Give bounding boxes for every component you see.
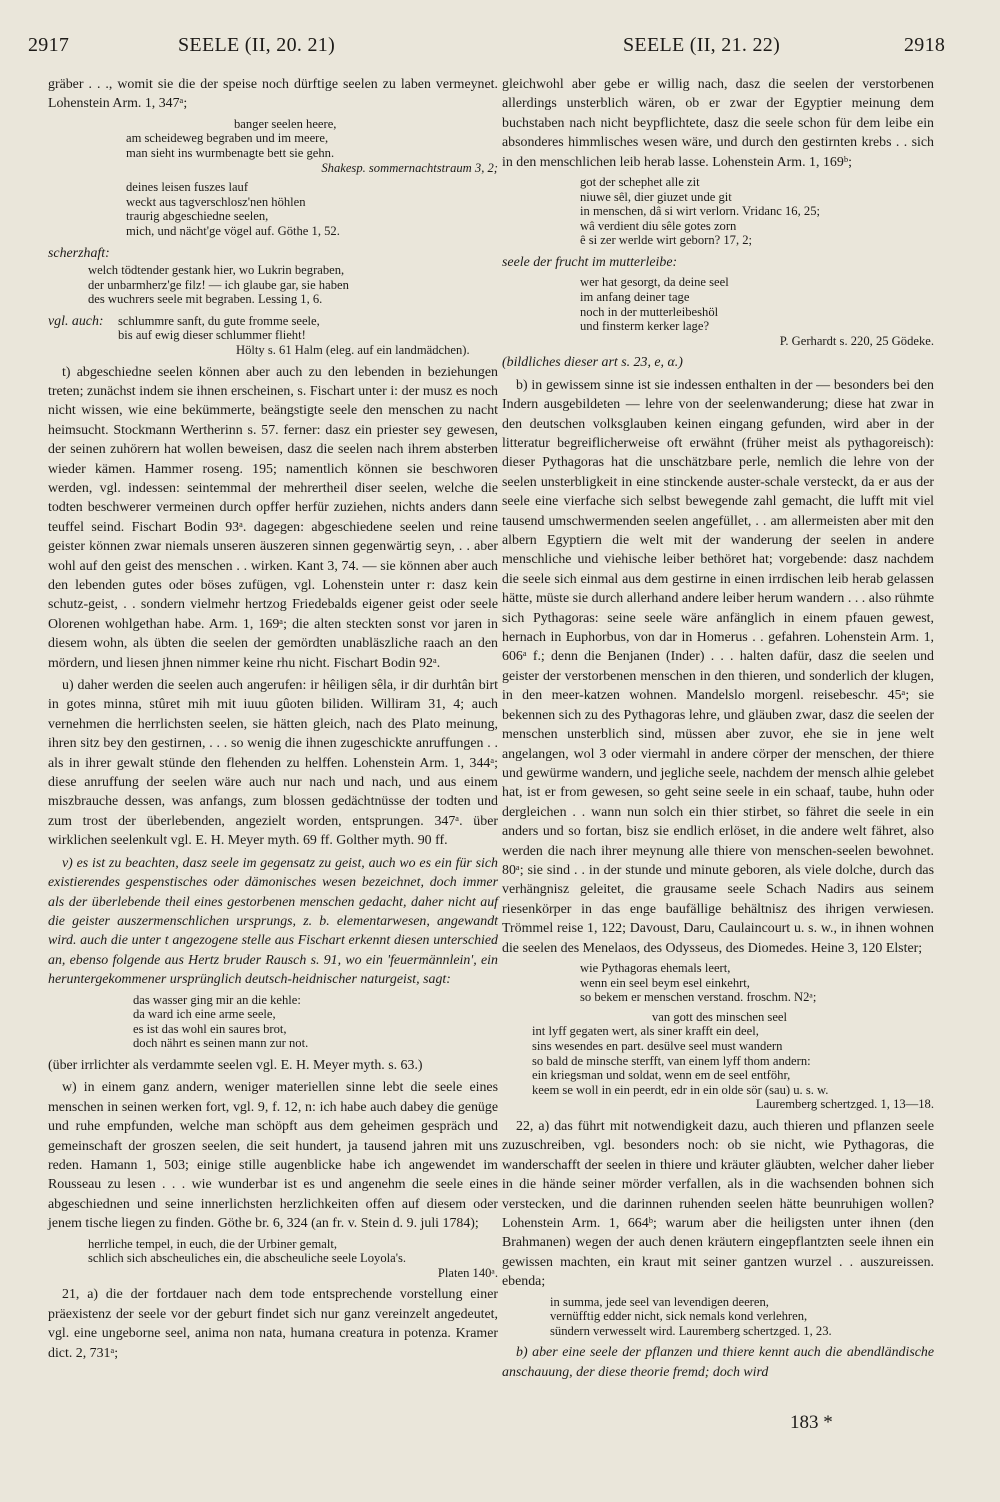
verse-line: sins wesendes en part. desülve seel must wandern bbox=[532, 1038, 783, 1053]
verse-line: und finsterm kerker lage? bbox=[580, 319, 710, 334]
verse-line: wâ verdient diu sêle gotes zorn bbox=[580, 218, 737, 233]
page-header bbox=[28, 34, 972, 70]
verse-block bbox=[580, 275, 934, 348]
paragraph: seele der frucht im mutterleibe: bbox=[502, 255, 678, 270]
paragraph-u: u) daher werden die seelen auch angerufen: ir hêiligen sêla, ir dir durhtân birt in gotes minna, stûret mih mit iuuu gûoten biliden. Williram 31, 4; auch vernehmen die herrlichsten seelen, sie hätten gleich, nach des Plato meinung, ihren sitz bey den gestirnen, . . . so wenig die ihnen zugeschickte anruffungen . . als in ihrer gewalt stünde den flehenden zu helffen. Lohenstein Arm. 1, 344ᵃ; diese anruffung der seelen wäre auch nur nach und nach, und aus einem miszbrauche dessen, was anfangs, zum blossen gedächtnüsse der todten und zum trost der überlebenden, angezielt worden, entsprungen. 347ᵃ. über wirklichen seelenkult vgl. E. H. Meyer myth. 69 ff. Golther myth. 90 ff. bbox=[48, 678, 498, 849]
verse-line: keem se woll in ein peerdt, edr in ein olde sör (sau) u. s. w. bbox=[532, 1082, 829, 1097]
verse-block bbox=[133, 993, 498, 1051]
verse-line: van gott des minschen seel bbox=[652, 1009, 788, 1024]
verse-block bbox=[118, 314, 470, 358]
verse-line: das wasser ging mir an die kehle: bbox=[133, 992, 301, 1007]
verse-line: sündern verwesselt wird. Lauremberg schertzged. 1, 23. bbox=[550, 1323, 832, 1338]
verse-line: noch in der mutterleibeshöl bbox=[580, 304, 719, 319]
verse-line: es ist das wohl ein saures brot, bbox=[133, 1021, 287, 1036]
left-column bbox=[48, 75, 498, 1366]
right-page-number: 2918 bbox=[904, 34, 946, 56]
verse-block bbox=[580, 175, 934, 248]
verse-source: P. Gerhardt s. 220, 25 Gödeke. bbox=[779, 333, 934, 348]
paragraph-t: t) abgeschiedne seelen können aber auch zu den lebenden in beziehungen treten; zunächst indem sie ihnen erscheinen, s. Fischart unter i: der musz es noch nicht wissen, wie eine bekümmerte, beängstigte seele den menschen zu nacht heimsucht. Stockmann Wertherinn s. 57. ferner: dasz ein priester sey gewesen, der seinen zuhörern hat wollen beweisen, dasz die seelen nach ihrem absterben wieder kämen. Hammer roseng. 195; namentlich können sie beschworen werden, vgl. indessen: seintemmal der mehrertheil diser seelen, welche die todten beschwerer vermeinen durch opffer herfür zuziehen, nichts anders dann teuffel seind. Fischart Bodin 93ᵃ. dagegen: abgeschiedene seelen und reine geister können zwar niemals unseren äuszeren sinnen gegenwärtig seyn, . . aber wohl auf den geist des menschen . . wirken. Kant 3, 74. — sie können aber auch den lebenden gutes oder böses zufügen, vgl. Lohenstein unter r: dasz kein schutz-geist, . . sondern vielmehr hertzog Friedebalds eigener geist oder seele Olorenen wohlgethan habe. Arm. 1, 169ᵃ; die alten steckten sonst vor jaren in diesem wohn, als übten die seelen der gemördten unabläszliche raach an den mördern, und liesen jhnen nimmer keine rhu nicht. Fischart Bodin 92ᵃ. bbox=[48, 364, 498, 671]
verse-line: mich, und nächt'ge vögel auf. Göthe 1, 52. bbox=[126, 223, 340, 238]
verse-line: der unbarmherz'ge filz! — ich glaube gar, sie haben bbox=[88, 277, 349, 292]
verse-block bbox=[88, 263, 498, 307]
verse-line: traurig abgeschiedne seelen, bbox=[126, 209, 269, 224]
verse-line: schlich sich abscheuliches ein, die abscheuliche seele Loyola's. bbox=[88, 1251, 407, 1266]
verse-line: weckt aus tagverschlosz'nen höhlen bbox=[126, 194, 306, 209]
verse-block bbox=[532, 1010, 934, 1112]
verse-line: wie Pythagoras ehemals leert, bbox=[580, 960, 731, 975]
right-running-title: SEELE (II, 21. 22) bbox=[623, 34, 781, 56]
verse-line: vernüfftig edder nicht, sick nemals kond verlehren, bbox=[550, 1309, 808, 1324]
verse-source: Shakesp. sommernachtstraum 3, 2; bbox=[321, 160, 498, 175]
paragraph: (bildliches dieser art s. 23, e, α.) bbox=[502, 355, 683, 371]
verse-block bbox=[126, 180, 498, 238]
paragraph-v: v) es ist zu beachten, dasz seele im gegensatz zu geist, auch wo es ein für sich existierendes gespenstisches oder dämonisches wesen bezeichnet, doch immer als der überlebende theil eines gestorbenen menschen gedacht, daher nicht auf die geister auszermenschlichen ursprungs, z. b. elementarwesen, angewandt wird. auch die unter t angezogene stelle aus Fischart erkennt diesen unterschied an, ebenso folgende aus Hertz bruder Rausch s. 91, wo ein 'feuermännlein', ein heruntergekommener ursprünglich deutsch-heidnischer naturgeist, sagt: bbox=[48, 855, 498, 988]
verse-line: man sieht ins wurmbenagte bett sie gehn. bbox=[126, 146, 335, 160]
verse-line: ein kriegsman und soldat, wenn em de seel entföhr, bbox=[532, 1068, 791, 1083]
verse-line: got der schephet alle zit bbox=[580, 175, 700, 190]
verse-source: Platen 140ᵃ. bbox=[437, 1265, 498, 1280]
section-label: scherzhaft: bbox=[48, 245, 110, 261]
section-label: vgl. auch: bbox=[48, 313, 104, 329]
verse-line: ê si zer werlde wirt geborn? 17, 2; bbox=[580, 233, 753, 248]
verse-source: Lauremberg schertzged. 1, 13—18. bbox=[755, 1097, 934, 1112]
sheet-signature: 183 * bbox=[790, 1412, 833, 1433]
verse-block bbox=[126, 117, 498, 175]
verse-line: herrliche tempel, in euch, die der Urbiner gemalt, bbox=[88, 1236, 337, 1251]
verse-line: im anfang deiner tage bbox=[580, 290, 690, 304]
paragraph: gräber . . ., womit sie die der speise noch dürftige seelen zu laben vermeynet. Lohenstein Arm. 1, 347ᵃ; bbox=[48, 77, 498, 112]
verse-line: in menschen, dâ si wirt verlorn. Vridanc 16, 25; bbox=[580, 204, 820, 219]
verse-line: bis auf ewig dieser schlummer flieht! bbox=[118, 328, 306, 343]
verse-source: Hölty s. 61 Halm (eleg. auf ein landmädchen). bbox=[236, 342, 470, 357]
right-column bbox=[502, 75, 934, 1385]
verse-block bbox=[550, 1295, 934, 1339]
verse-line: deines leisen fuszes lauf bbox=[126, 180, 249, 195]
paragraph: gleichwohl aber gebe er willig nach, dasz die seelen der verstorbenen allerdings unsterblich wären, ob er zwar der Egyptier meinung dem buchstaben nach nicht beypflichtete, dasz die seele schon für dem leibe ein absonderes himmlisches wesen wäre, und durch den gestirnten krebs . . sich in den menschlichen leib herab lasse. Lohenstein Arm. 1, 169ᵇ; bbox=[502, 77, 934, 170]
verse-line: doch nährt es seinen mann zur not. bbox=[133, 1036, 309, 1051]
verse-line: so bekem er menschen verstand. froschm. N2ᵃ; bbox=[580, 990, 817, 1005]
paragraph-21a: 21, a) die der fortdauer nach dem tode entsprechende vorstellung einer präexistenz der seele vor der geburt findet sich nur ganz vereinzelt angedeutet, vgl. eine ungeborne seel, anima non nata, humana creatura in potenza. Kramer dict. 2, 731ᵃ; bbox=[48, 1287, 498, 1361]
verse-line: am scheideweg begraben und im meere, bbox=[126, 131, 329, 146]
vgl-block bbox=[48, 312, 498, 363]
left-page-number: 2917 bbox=[28, 34, 70, 56]
verse-block bbox=[88, 1237, 498, 1281]
verse-line: da ward ich eine arme seele, bbox=[133, 1007, 276, 1022]
verse-line: wenn ein seel beym esel einkehrt, bbox=[580, 975, 750, 990]
verse-line: banger seelen heere, bbox=[234, 116, 337, 131]
verse-line: schlummre sanft, du gute fromme seele, bbox=[118, 313, 320, 328]
verse-block bbox=[580, 961, 934, 1005]
verse-line: welch tödtender gestank hier, wo Lukrin begraben, bbox=[88, 262, 345, 277]
paragraph-b: b) in gewissem sinne ist sie indessen enthalten in der — besonders bei den Indern ausgebildeten — lehre von der seelenwanderung; diese hat zwar in den deutschen volksglauben keinen eingang gefunden, wird aber in der litteratur begreiflicherweise oft erwähnt (früher meist als pythagoreisch): dieser Pythagoras hat die unschätzbare perle, nemlich die lehre von der seelen unsterbligkeit in eine stinckende auster-schale versteckt, da er aus der seele eine vierfache sich selbst bewegende zahl gemacht, die lufft mit viel tausend umschwermenden seelen angefüllet, . . am allermeisten aber mit den albern Egyptiern die welt mit der wanderung der seelen in andere menschliche und viehische leiber bethöret hat; vorgebende: dasz nachdem die seele sich einmal aus dem gestirne in einen irrdischen leib herab gelassen hätte, müste sie durch allerhand andere leiber herum wandern . . . also rühmte sich Pythagoras: seine seele wäre anfänglich in einem pfauen gewest, hernach in Euphorbus, von dar in Homerus . . gefahren. Lohenstein Arm. 1, 606ᵃ f.; denn die Benjanen (Inder) . . . halten dafür, dasz die seelen und geister der verstorbenen menschen in den thieren, und sonderlich der klugen, in den meer-katzen wohnen. Mandelslo morgenl. reisebeschr. 45ᵃ; sie bekennen sich zu des Pythagoras lehre, und gläuben zwar, dasz die seelen der menschen unsterblich sind, müssen aber zuvor, ehe sie in jene welt angelangen, wol 3 oder viermahl in andere cörper der menschen, der thiere und gewürme wandern, und jegliche seele, nachdem der mensch alhie gelebet hat, ist er from gewesen, so geht seine seele in ein schaaf, taube, huhn oder dergleichen . . wann nun solch ein thier stirbet, so fähret die seele in ein anders und so fortan, bisz sie endlich erlöset, in die andere welt fähret, also werden die nach ihrer meynung alle thiere von menschen-seelen bewohnet. 80ᵃ; sie sind . . in der stunde und minute geboren, als viele dolche, durch das verhängnisz geleitet, die grausame seele Schach Nadirs aus seinem riesenkörper in das enge baufällige behältnisz des ihrigen verwiesen. Trömmel reise 1, 122; Davoust, Daru, Caulaincourt u. s. w., in ihnen wohnen die seelen des Menelaos, des Odysseus, des Diomedes. Heine 3, 120 Elster; bbox=[502, 377, 934, 956]
paragraph-w: w) in einem ganz andern, weniger materiellen sinne lebt die seele eines menschen in seinen werken fort, vgl. 9, f. 12, n: ich habe auch dabey die genüge und ruhe empfunden, welche man schöpft aus dem geheimen gespräch und gemeinschaft der groszen seelen, die seit hundert, ja tausend jahren mit uns reden. Hamann 1, 503; einige stille augenblicke habe ich angewendet im Rousseau zu lesen . . . wie wunderbar ist es und angenehm die seele eines abgeschiednen und seine innerlichsten herzlichkeiten offen auf diesem oder jenem tische liegen zu finden. Göthe br. 6, 324 (an fr. v. Stein d. 9. juli 1784); bbox=[48, 1080, 498, 1232]
verse-line: so bald de minsche sterfft, van einem lyff thom andern: bbox=[532, 1053, 811, 1068]
verse-line: des wuchrers seele mit begraben. Lessing 1, 6. bbox=[88, 292, 323, 307]
verse-line: wer hat gesorgt, da deine seel bbox=[580, 275, 729, 290]
paragraph: (über irrlichter als verdammte seelen vgl. E. H. Meyer myth. s. 63.) bbox=[48, 1057, 423, 1073]
left-running-title: SEELE (II, 20. 21) bbox=[178, 34, 336, 56]
verse-line: in summa, jede seel van levendigen deeren, bbox=[550, 1294, 769, 1309]
verse-line: int lyff gegaten wert, als siner krafft ein deel, bbox=[532, 1024, 759, 1039]
paragraph-b2: b) aber eine seele der pflanzen und thiere kennt auch die abendländische anschauung, der diese theorie fremd; doch wird bbox=[502, 1345, 934, 1380]
paragraph-22a: 22, a) das führt mit notwendigkeit dazu, auch thieren und pflanzen seele zuzuschreiben, vgl. besonders noch: ob sie nicht, wie Pythagoras, die wanderschafft der seelen in thiere und kräuter gläubten, welcher daher lieber in die hände seiner mörder verfallen, als in die wachsenden bohnen sich verstecken, und die darinnen ruhenden seelen hätte beunruhigen wollen? Lohenstein Arm. 1, 664ᵇ; warum aber die heiligsten unter ihnen (den Brahmanen) wegen der auch denen kräutern eingepflantzten seele ihnen ein gewissen machten, ein kraut mit seiner gantzen wurzel . . auszureissen. ebenda; bbox=[502, 1118, 934, 1290]
verse-line: niuwe sêl, dier giuzet unde git bbox=[580, 189, 732, 204]
